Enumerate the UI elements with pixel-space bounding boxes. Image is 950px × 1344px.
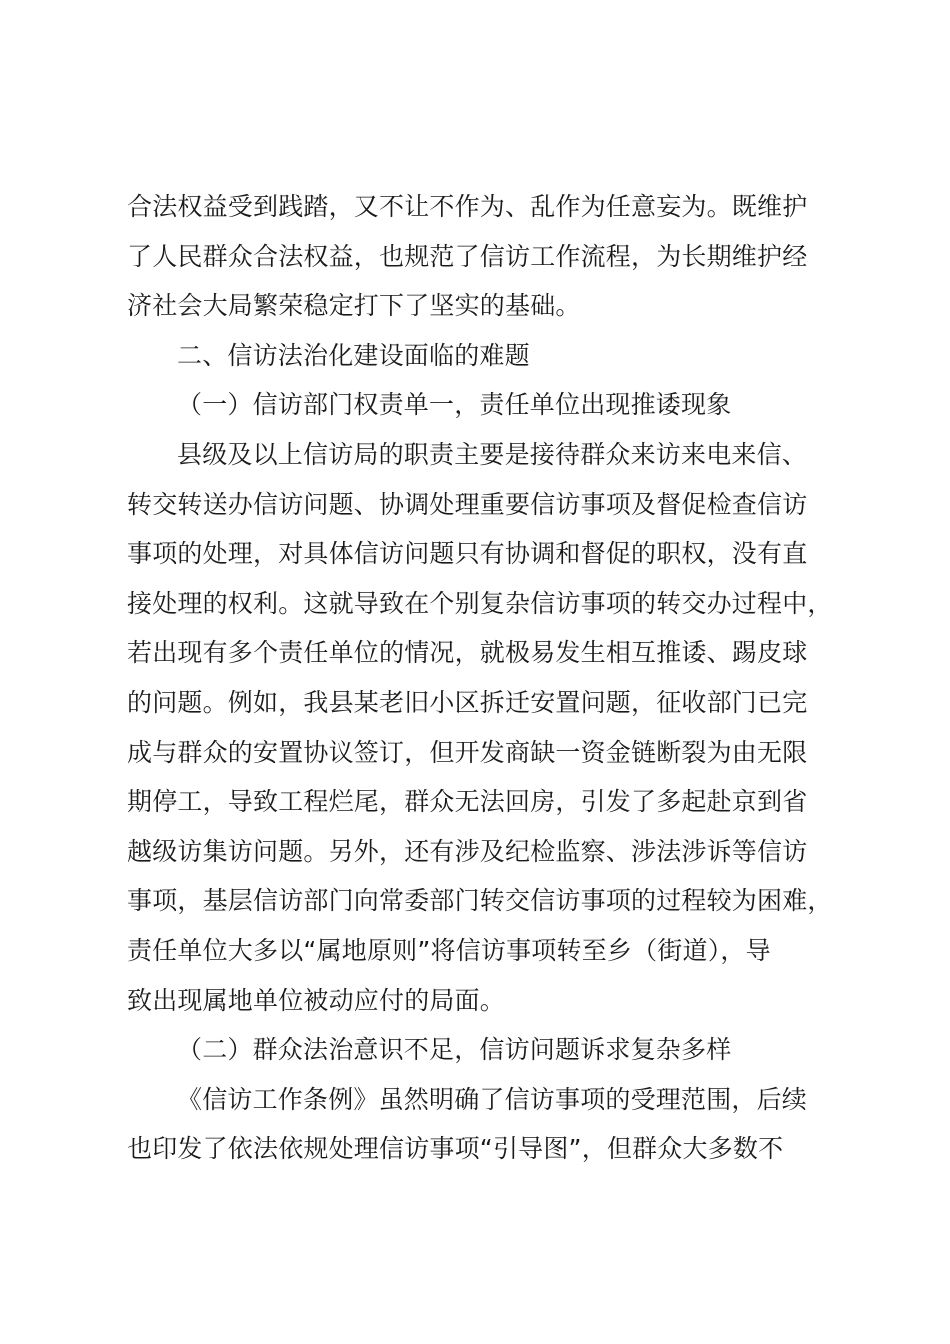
text-line: 事项，基层信访部门向常委部门转交信访事项的过程较为困难， [127,886,833,916]
section-heading: 二、信访法治化建设面临的难题 [177,340,530,370]
text-line: 接处理的权利。这就导致在个别复杂信访事项的转交办过程中， [127,588,833,618]
text-line: 致出现属地单位被动应付的局面。 [127,985,506,1015]
paragraph-start: 《信访工作条例》虽然明确了信访事项的受理范围，后续 [177,1084,808,1114]
text-line: 责任单位大多以“属地原则”将信访事项转至乡（街道），导 [127,935,771,965]
text-line: 越级访集访问题。另外，还有涉及纪检监察、涉法涉诉等信访 [127,836,808,866]
document-body [127,182,843,1174]
text-line: 也印发了依法依规处理信访事项“引导图”，但群众大多数不 [127,1134,784,1164]
text-line: 济社会大局繁荣稳定打下了坚实的基础。 [127,291,581,321]
text-line: 若出现有多个责任单位的情况，就极易发生相互推诿、踢皮球 [127,638,808,668]
subsection-heading: （一）信访部门权责单一，责任单位出现推诿现象 [177,390,732,420]
paragraph-start: 县级及以上信访局的职责主要是接待群众来访来电来信、 [177,439,808,469]
text-line: 合法权益受到践踏，又不让不作为、乱作为任意妄为。既维护 [127,192,808,221]
subsection-heading: （二）群众法治意识不足，信访问题诉求复杂多样 [177,1035,732,1065]
text-line: 的问题。例如，我县某老旧小区拆迁安置问题，征收部门已完 [127,687,808,717]
text-line: 事项的处理，对具体信访问题只有协调和督促的职权，没有直 [127,539,808,569]
text-line: 期停工，导致工程烂尾，群众无法回房，引发了多起赴京到省 [127,787,808,817]
text-line: 成与群众的安置协议签订，但开发商缺一资金链断裂为由无限 [127,737,808,767]
text-line: 了人民群众合法权益，也规范了信访工作流程，为长期维护经 [127,241,808,271]
text-line: 转交转送办信访问题、协调处理重要信访事项及督促检查信访 [127,489,808,519]
